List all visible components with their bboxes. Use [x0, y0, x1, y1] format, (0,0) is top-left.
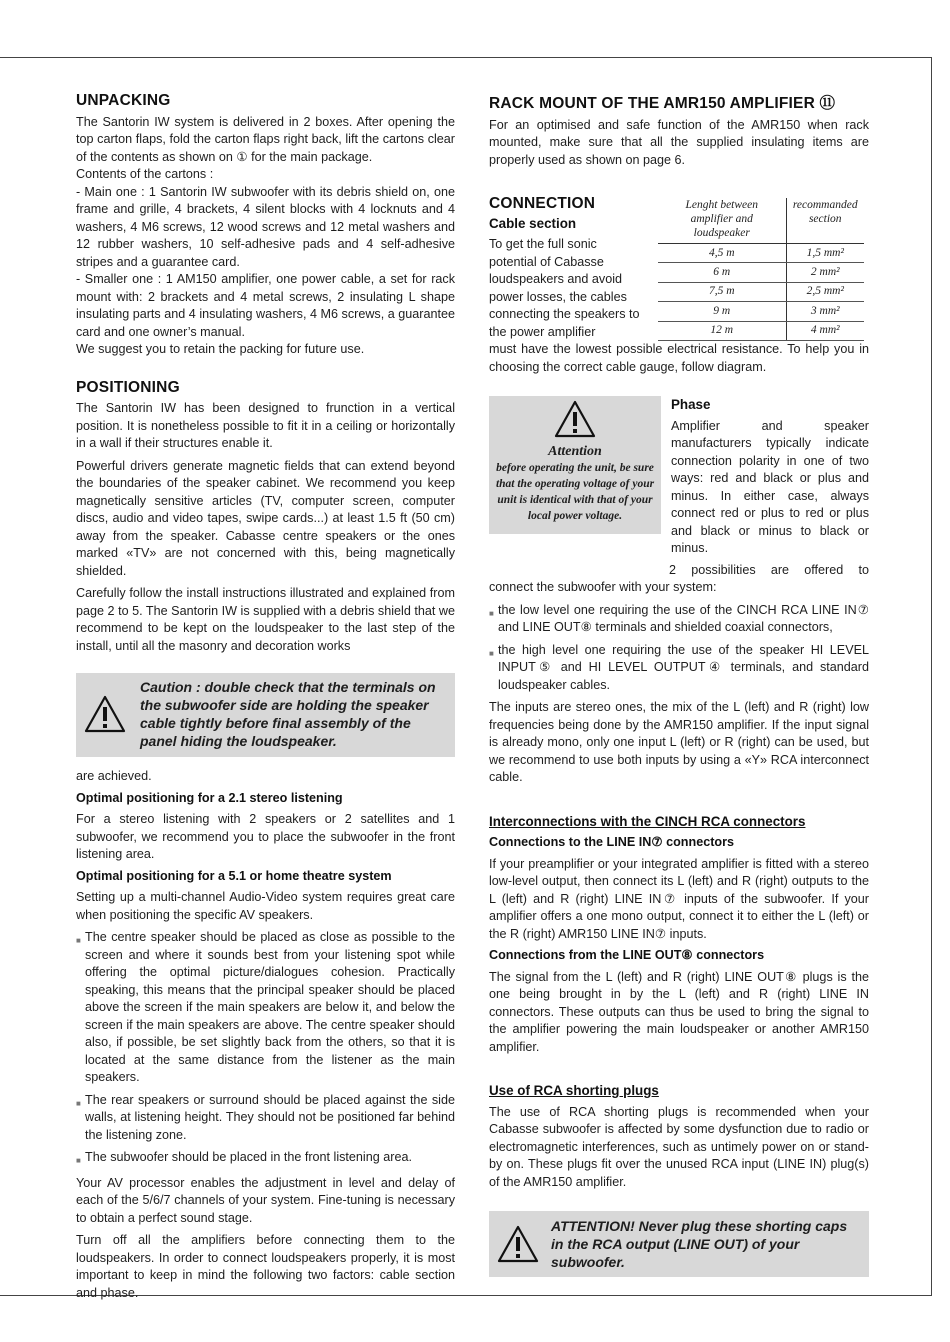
cable-table-header-length: Lenght between amplifier and loudspeaker — [658, 198, 786, 244]
unpacking-small-box: - Smaller one : 1 AM150 amplifier, one power cable, a set for rack mount with: 2 brackets and 4 metal screws, 2 insulating L shape insulating parts and 4 insulating washers, 4 M6 screws, a guarantee card and one owner’s manual. — [76, 272, 455, 339]
interconnections-heading: Interconnections with the CINCH RCA connectors — [489, 813, 806, 829]
cable-section-paragraph-continued: must have the lowest possible electrical resistance. To help you in choosing the correct cable gauge, follow diagram. — [489, 342, 869, 374]
table-row: 9 m 3 mm² — [658, 302, 864, 321]
shorting-plugs-heading: Use of RCA shorting plugs — [489, 1083, 659, 1098]
warning-icon — [497, 1225, 539, 1263]
stereo-positioning-heading: Optimal positioning for a 2.1 stereo listening — [76, 790, 343, 805]
shorting-warning-box — [489, 1211, 869, 1277]
phase-heading: Phase — [671, 397, 711, 412]
list-item-text: The subwoofer should be placed in the front listening area. — [85, 1150, 412, 1164]
list-item: ■ the low level one requiring the use of the CINCH RCA LINE IN⑦ and LINE OUT⑧ terminals and shielded coaxial connectors, — [489, 602, 869, 637]
cable-section-paragraph: To get the full sonic potential of Cabasse loudspeakers and avoid power losses, the cables connecting the speakers to the power amplifier — [489, 237, 640, 339]
cable-table — [658, 198, 864, 341]
home-theatre-heading: Optimal positioning for a 5.1 or home theatre system — [76, 868, 392, 883]
table-row: 4,5 m 1,5 mm² — [658, 244, 864, 263]
left-column — [76, 92, 455, 1302]
phase-paragraph: Amplifier and speaker manufacturers typically indicate connection polarity in one of two ways: red and black or plus and minus. In either case, always connect red or plus to red or plus and black or minus to black or minus. — [671, 418, 869, 555]
amplifier-off-paragraph: Turn off all the amplifiers before connecting them to the loudspeakers. In order to connect loudspeakers properly, it is most important to keep in mind the following two factors: cable section and phase. — [76, 1233, 455, 1300]
cable-section-heading: Cable section — [489, 215, 577, 231]
phase-possibilities: 2 possibilities are offered to connect the subwoofer with your system: — [489, 562, 869, 594]
list-item: ■ the high level one requiring the use of the speaker HI LEVEL INPUT⑤ and HI LEVEL OUTPUT④ terminals, and standard loudspeaker cables. — [489, 642, 869, 695]
list-item: ■ The rear speakers or surround should be placed against the side walls, at listening height. They should not be positioned far behind the listening zone. — [76, 1092, 455, 1145]
unpacking-suggestion: We suggest you to retain the packing for future use. — [76, 342, 365, 356]
frame-line-right — [931, 57, 932, 1296]
positioning-paragraph: Powerful drivers generate magnetic fields that can extend beyond the boundaries of the speaker cabinet. We recommend you keep magnetically sensitive articles (TV, computer screen, computer discs, audio and video tapes, swipe cards...) at least 1.5 ft (50 cm) away from the speaker. Cabasse centre speakers or the ones marked «TV» are not concerned with this, being magnetically shielded. — [76, 458, 455, 578]
list-item: ■ The subwoofer should be placed in the front listening area. — [76, 1149, 455, 1170]
positioning-paragraph: The Santorin IW has been designed to frunction in a vertical position. It is nonetheless possible to fit it in a ceiling or horizontally in a wall if their structures enable it. — [76, 401, 455, 450]
caution-box — [76, 673, 455, 757]
table-row: 7,5 m 2,5 mm² — [658, 282, 864, 301]
warning-icon — [84, 695, 126, 733]
rack-mount-paragraph: For an optimised and safe function of the AMR150 when rack mounted, make sure that all the supplied insulating items are properly used as shown on page 6. — [489, 117, 869, 167]
line-out-heading: Connections from the LINE OUT⑧ connectors — [489, 948, 765, 962]
av-processor-paragraph: Your AV processor enables the adjustment in level and delay of each of the 5/6/7 channels of your system. Fine-tuning is necessary to obtain a perfect sound stage. — [76, 1175, 455, 1225]
shorting-warning-text: ATTENTION! Never plug these shorting caps in the RCA output (LINE OUT) of your subwoofer. — [551, 1218, 848, 1270]
positioning-continuation: are achieved. — [76, 769, 152, 783]
stereo-inputs-paragraph: The inputs are stereo ones, the mix of the L (left) and R (right) low frequencies being done by the AMR150 amplifier. If the input signal is already mono, only one input L (left) or R (right) can be used, but we recommend to use both inputs by using a «Y» RCA interconnect cable. — [489, 700, 869, 784]
line-out-paragraph: The signal from the L (left) and R (right) LINE OUT⑧ plugs is the one being brought in by the L (left) and R (right) LINE IN connectors. These outputs can thus be used to bring the signal to the amplifier powering the main loudspeaker or another AMR150 amplifier. — [489, 969, 869, 1054]
attention-text: before operating the unit, be sure that the operating voltage of your unit is identical with that of your local power voltage. — [495, 461, 655, 522]
rack-mount-heading: RACK MOUNT OF THE AMR150 AMPLIFIER ⑪ — [489, 95, 836, 112]
shorting-plugs-paragraph: The use of RCA shorting plugs is recommended when your Cabasse subwoofer is affected by some dysfunction due to radio or electromagnetic interferences, such as untimely power on or stand-by on. These plugs fit over the unused RCA input (LINE IN) plug(s) of the AMR150 amplifier. — [489, 1104, 869, 1189]
attention-title: Attention — [548, 443, 602, 459]
caution-text: Caution : double check that the terminals on the subwoofer side are holding the speaker cable tightly before final assembly of the panel hiding the loudspeaker. — [140, 679, 436, 749]
home-theatre-paragraph: Setting up a multi-channel Audio-Video system requires great care when positioning the specific AV speakers. — [76, 890, 455, 922]
list-item-text: the low level one requiring the use of the CINCH RCA LINE IN⑦ and LINE OUT⑧ terminals and shielded coaxial connectors, — [498, 602, 869, 634]
line-in-heading: Connections to the LINE IN⑦ connectors — [489, 835, 734, 849]
list-item-text: the high level one requiring the use of the speaker HI LEVEL INPUT⑤ and HI LEVEL OUTPUT④ terminals, and standard loudspeaker cables. — [498, 642, 869, 692]
unpacking-contents-label: Contents of the cartons : — [76, 167, 214, 181]
positioning-heading: POSITIONING — [76, 378, 180, 396]
line-in-paragraph: If your preamplifier or your integrated amplifier is fitted with a stereo low-level output, then connect its L (left) and R (right) outputs to the L (left) and R (right) LINE IN⑦ inputs of the subwoofer. If your amplifier offers a one mono output, connect it to either the L (left) or the R (right) AMR150 LINE IN⑦ inputs. — [489, 856, 869, 941]
attention-phase-row — [489, 396, 869, 558]
unpacking-paragraph: The Santorin IW system is delivered in 2 boxes. After opening the top carton flaps, fold the carton flaps right back, lift the cartons clear of the contents as shown on ① for the main package. — [76, 114, 455, 164]
connection-section — [489, 195, 869, 341]
connection-heading: CONNECTION — [489, 195, 596, 212]
frame-line-top — [0, 57, 931, 58]
positioning-paragraph: Carefully follow the install instructions illustrated and explained from page 2 to 5. The Santorin IW is supplied with a debris shield that we recommend to be kept on the loudspeaker to the last step of the install, until all the masonry and decoration works — [76, 586, 455, 653]
attention-box — [489, 396, 661, 534]
unpacking-main-box: - Main one : 1 Santorin IW subwoofer with its debris shield on, one frame and grille, 4 brackets, 4 silent blocks with 4 locknuts and 4 washers, 4 M6 screws, 12 wood screws and 12 metal washers and 12 rubber washers, 10 self-adhesive pads and 4 self-adhesive stripes and a guarantee card. — [76, 184, 455, 269]
stereo-positioning-paragraph: For a stereo listening with 2 speakers or 2 satellites and 1 subwoofer, we recommend you to place the subwoofer in the front listening area. — [76, 812, 455, 861]
right-column — [489, 95, 869, 1277]
cable-table-header-section: recommanded section — [786, 198, 864, 244]
table-row: 6 m 2 mm² — [658, 263, 864, 282]
table-row: 12 m 4 mm² — [658, 321, 864, 340]
list-item-text: The centre speaker should be placed as close as possible to the screen and where it sounds best from your listening spot while offering the optimal picture/dialogues cohesion. Practically speaking, this means that the principal speaker should be placed above the screen if the main speakers are below it, and below the screen if the main speakers are above. The centre speaker should also, if possible, be set slightly back from the others, so that it is located at the same distance from the listener as the main speakers. — [85, 930, 455, 1084]
unpacking-heading: UNPACKING — [76, 92, 171, 109]
list-item: ■ The centre speaker should be placed as close as possible to the screen and where it sounds best from your listening spot while offering the optimal picture/dialogues cohesion. Practically speaking, this means that the principal speaker should be placed above the screen if the main speakers are below it, and below the screen if the main speakers are above. The centre speaker should also, if possible, be set slightly back from the others, so that it is located at the same distance from the listener as the main speakers. — [76, 929, 455, 1087]
phase-section — [671, 396, 869, 558]
list-item-text: The rear speakers or surround should be placed against the side walls, at listening height. They should not be positioned far behind the listening zone. — [85, 1092, 455, 1142]
warning-icon — [554, 400, 596, 438]
